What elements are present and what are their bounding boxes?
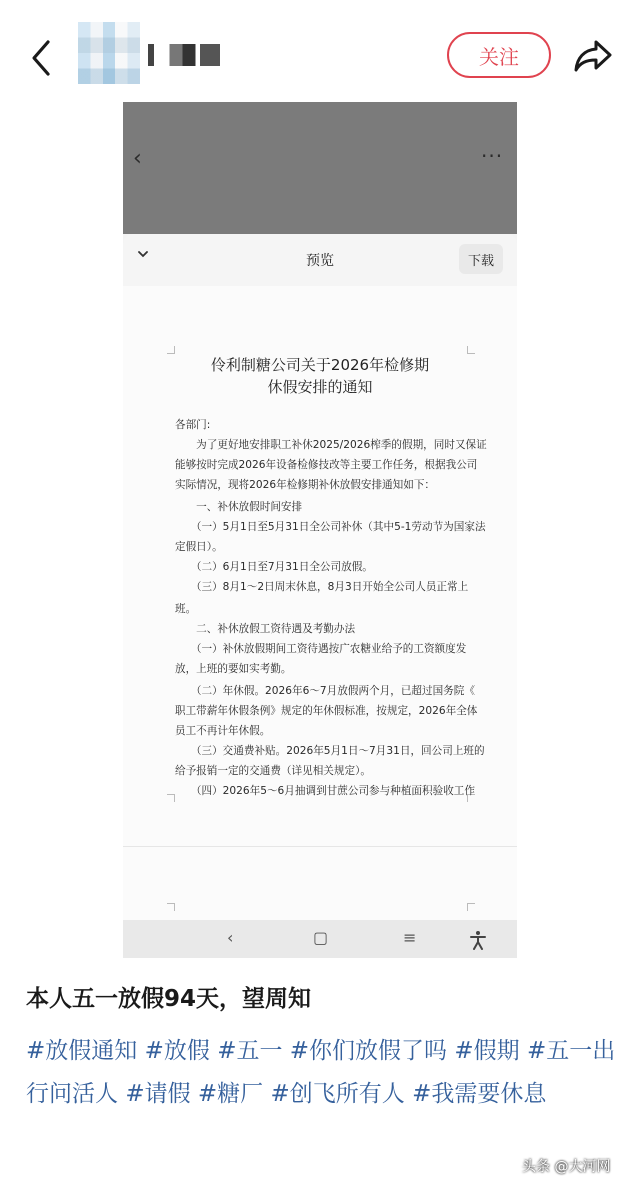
nav-home-icon: ▢ <box>313 928 329 947</box>
nav-menu-icon: ≡ <box>403 928 417 947</box>
document-line: 职工带薪年休假条例》规定的年休假标准，按规定，2026年全体 <box>175 705 478 717</box>
document-line: 二、补休放假工资待遇及考勤办法 <box>175 623 356 635</box>
crop-mark <box>167 346 175 354</box>
crop-mark <box>167 794 175 802</box>
watermark: 头条 @大河网 <box>522 1159 611 1175</box>
hashtag-link[interactable]: #五一出行问活人 <box>26 1038 616 1107</box>
document-page <box>123 286 517 846</box>
follow-button[interactable]: 关注 <box>447 32 551 78</box>
document-line: （一）补休放假期间工资待遇按广农糖业给予的工资额度发 <box>175 643 467 655</box>
document-line: （一）5月1日至5月31日全公司补休（其中5-1劳动节为国家法 <box>175 521 486 533</box>
document-line: （四）2026年5～6月抽调到甘蔗公司参与种植面积验收工作 <box>175 785 475 797</box>
document-line: 一、补休放假时间安排 <box>175 501 303 513</box>
preview-bar <box>123 234 517 286</box>
nav-back-icon: ‹ <box>227 928 234 947</box>
document-line: 为了更好地安排职工补休2025/2026榨季的假期，同时又保证 <box>175 439 487 451</box>
document-line: （二）6月1日至7月31日全公司放假。 <box>175 561 373 573</box>
document-line: 各部门: <box>175 419 211 431</box>
document-line: 班。 <box>175 603 197 615</box>
back-button[interactable] <box>26 38 58 78</box>
chevron-left-icon <box>26 38 58 78</box>
avatar[interactable] <box>78 22 140 84</box>
document-line: （三）交通费补贴。2026年5月1日～7月31日，回公司上班的 <box>175 745 485 757</box>
system-nav-bar <box>123 920 517 958</box>
hashtag-link[interactable]: #假期 <box>454 1038 520 1064</box>
hashtag-list <box>26 1030 622 1116</box>
crop-mark <box>167 903 175 911</box>
hashtag-link[interactable]: #放假 <box>144 1038 210 1064</box>
hashtag-link[interactable]: #糖厂 <box>197 1081 264 1107</box>
document-line: 放，上班的要如实考勤。 <box>175 663 292 675</box>
document-line: 能够按时完成2026年设备检修技改等主要工作任务，根据我公司 <box>175 459 478 471</box>
share-arrow-icon <box>572 36 614 76</box>
document-line: （三）8月1～2日周末休息，8月3日开始全公司人员正常上 <box>175 581 469 593</box>
screenshot-more-icon: ··· <box>481 144 504 168</box>
document-line: 给予报销一定的交通费（详见相关规定）。 <box>175 765 371 777</box>
crop-mark <box>467 903 475 911</box>
hashtag-link[interactable]: #我需要休息 <box>412 1081 547 1107</box>
document-line: 定假日）。 <box>175 541 223 553</box>
embedded-screenshot <box>123 102 517 958</box>
preview-title: 预览 <box>306 253 334 269</box>
post-title: 本人五一放假94天，望周知 <box>26 986 312 1012</box>
share-button[interactable] <box>572 36 614 76</box>
crop-mark <box>467 346 475 354</box>
document-next-page <box>123 846 517 920</box>
document-line: （二）年休假。2026年6～7月放假两个月，已超过国务院《 <box>175 685 475 697</box>
document-line: 实际情况，现将2026年检修期补休放假安排通知如下： <box>175 479 436 491</box>
hashtag-link[interactable]: #你们放假了吗 <box>289 1038 448 1064</box>
top-bar <box>0 0 640 112</box>
username-blurred[interactable] <box>148 44 220 66</box>
document-line: 员工不再计年休假。 <box>175 725 271 737</box>
screenshot-back-icon: ‹ <box>133 146 142 171</box>
hashtag-link[interactable]: #放假通知 <box>26 1038 138 1064</box>
accessibility-icon <box>469 930 487 950</box>
hashtag-link[interactable]: #请假 <box>125 1081 191 1107</box>
screenshot-header <box>123 102 517 234</box>
download-button: 下载 <box>459 244 503 274</box>
document-title: 伶利制糖公司关于2026年检修期 <box>210 356 430 374</box>
hashtag-link[interactable]: #创飞所有人 <box>270 1081 405 1107</box>
hashtag-link[interactable]: #五一 <box>217 1038 283 1064</box>
document-subtitle: 休假安排的通知 <box>267 378 373 396</box>
